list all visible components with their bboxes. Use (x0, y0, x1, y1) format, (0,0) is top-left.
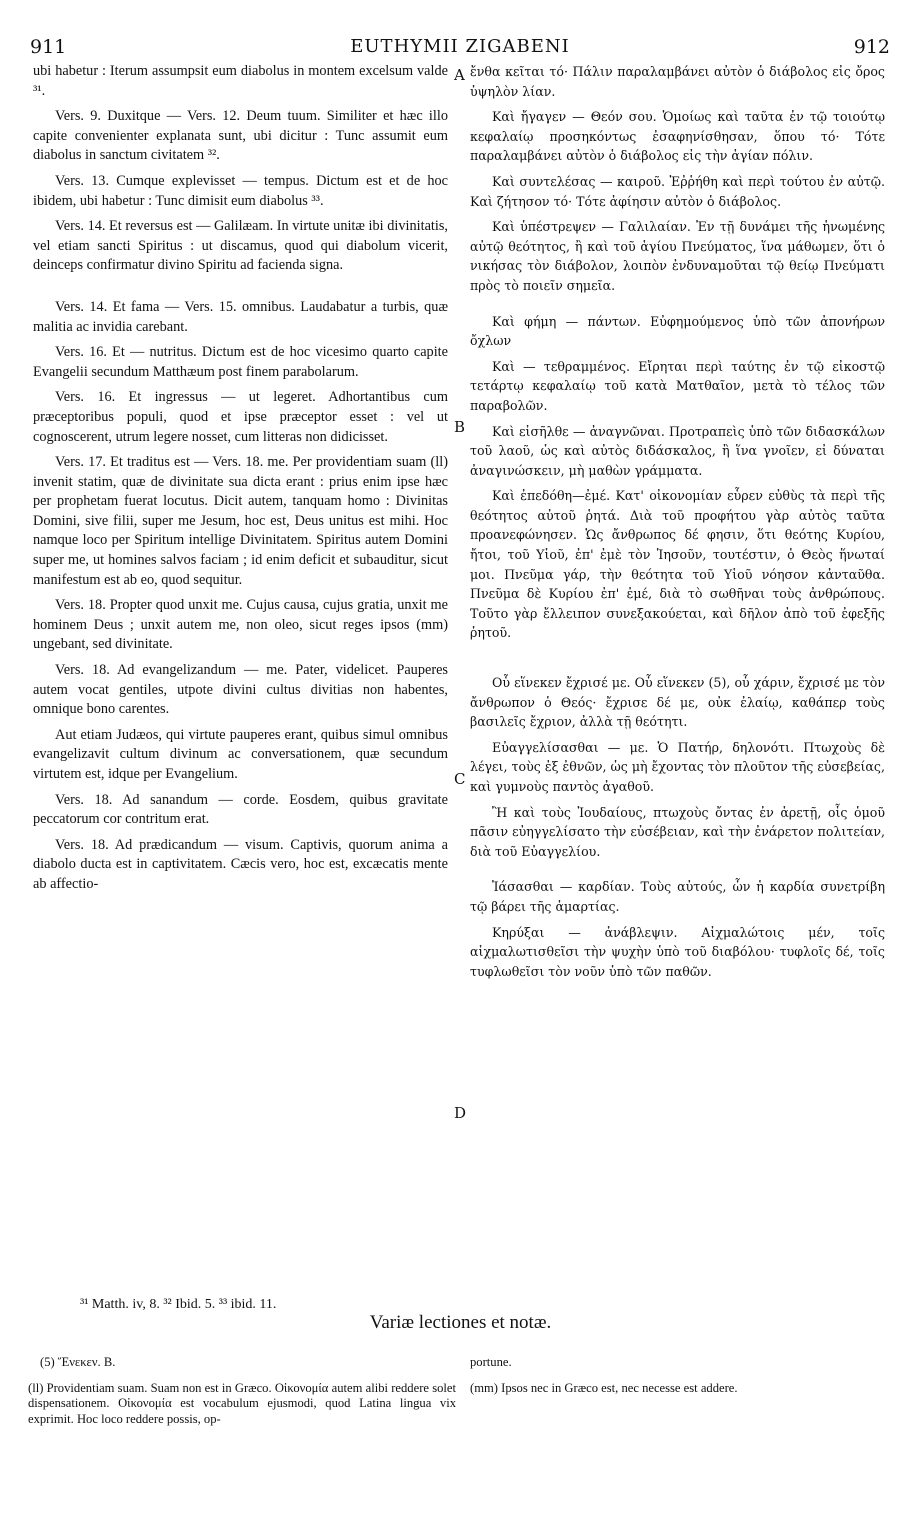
page-number-right: 912 (853, 36, 890, 58)
greek-paragraph: Ἢ καὶ τοὺς Ἰουδαίους, πτωχοὺς ὄντας ἐν ἀρετῇ, οἷς ὁμοῦ πᾶσιν εὐηγγελίσατο τὴν εὐσέβειαν, καὶ τὴν ἐνάρετον πολιτείαν, διὰ τοῦ Εὐαγγελίου. (470, 804, 885, 859)
latin-paragraph: Vers. 18. Ad sanandum — corde. Eosdem, quibus gravitate peccatorum cor contritum erat. (33, 791, 448, 828)
latin-paragraph: Vers. 18. Ad prædicandum — visum. Captivis, quorum anima a diabolo ducta est in captivitatem. Cæcis vero, hoc est, excæcatis mente ab affectio- (33, 836, 448, 892)
greek-paragraph: Καὶ συντελέσας — καιροῦ. Ἐῤῥήθη καὶ περὶ τούτου ἐν αὐτῷ. Καὶ ζήτησον τό· Τότε ἀφίησιν αὐτὸν ὁ διάβολος. (470, 173, 885, 209)
margin-marker-c: C (454, 770, 466, 788)
note-entry: (5) Ἕνεκεν. B. (40, 1355, 116, 1369)
running-title: EUTHYMII ZIGABENI (350, 36, 570, 57)
margin-marker-a: A (454, 66, 465, 84)
greek-paragraph: Κηρύξαι — ἀνάβλεψιν. Αἰχμαλώτοις μέν, τοῖς αἰχμαλωτισθεῖσι τὴν ψυχὴν ὑπὸ τοῦ διαβόλου· τυφλοῖς δέ, τοῖς τυφλωθεῖσι τὸν νοῦν ὑπὸ τῶν παθῶν. (470, 924, 885, 979)
latin-paragraph: Vers. 18. Ad evangelizandum — me. Pater, videlicet. Pauperes autem vocat gentiles, utpote divini cultus divitias non habentes, omnique bono carentes. (33, 662, 448, 718)
greek-paragraph: Εὐαγγελίσασθαι — με. Ὁ Πατήρ, δηλονότι. Πτωχοὺς δὲ λέγει, τοὺς ἐξ ἐθνῶν, ὡς μὴ ἔχοντας τὸν πλοῦτον τῆς εὐσεβείας, καὶ γυμνοὺς παντὸς ἀγαθοῦ. (470, 739, 885, 794)
greek-paragraph: Οὗ εἵνεκεν ἔχρισέ με. Οὗ εἵνεκεν (5), οὗ χάριν, ἔχρισέ με τὸν ἄνθρωπον ὁ Θεός· ἔχρισε δέ με, οὐκ ἐλαίῳ, καθάπερ τοὺς βασιλεῖς ἔχριον, ἀλλὰ τῇ θεότητι. (470, 675, 885, 730)
greek-paragraph: Ἰάσασθαι — καρδίαν. Τοὺς αὐτούς, ὧν ἡ καρδία συνετρίβη τῷ βάρει τῆς ἁμαρτίας. (470, 879, 885, 914)
notes-left-column (28, 1355, 456, 1437)
latin-paragraph: Vers. 14. Et fama — Vers. 15. omnibus. Laudabatur a turbis, quæ malitia ac invidia carebant. (33, 298, 448, 335)
note-entry: (mm) Ipsos nec in Græco est, nec necesse est addere. (470, 1380, 738, 1395)
latin-paragraph: Vers. 14. Et reversus est — Galilæam. In virtute unitæ ibi divinitatis, vel etiam sancti Spiritus : ut discamus, quod qui diabolum vicerit, deinceps confirmatur divino Spiritu ad facienda signa. (33, 218, 448, 274)
greek-column (470, 62, 885, 987)
note-entry: portune. (470, 1355, 512, 1369)
greek-paragraph: Καὶ φήμη — πάντων. Εὐφημούμενος ὑπὸ τῶν ἀπονήρων ὄχλων (470, 313, 885, 349)
running-header (30, 36, 890, 60)
footnote-references: ³¹ Matth. iv, 8. ³² Ibid. 5. ³³ ibid. 11. (80, 1297, 277, 1312)
greek-paragraph: Καὶ — τεθραμμένος. Εἴρηται περὶ ταύτης ἐν τῷ εἰκοστῷ τετάρτῳ κεφαλαίῳ τοῦ κατὰ Ματθαῖον, μετὰ τὸ τέλος τῶν παραβολῶν. (470, 358, 885, 413)
note-entry: (ll) Providentiam suam. Suam non est in Græco. Οἰκονομία autem alibi reddere solet dispensationem. Οἰκονομία est vocabulum ejusmodi, quod Latina lingua vix exprimit. Hoc loco reddere possis, op- (28, 1380, 456, 1426)
notes-title: Variæ lectiones et notæ. (369, 1312, 552, 1333)
latin-paragraph: Vers. 13. Cumque explevisset — tempus. Dictum est et de hoc ibidem, ubi habetur : Tunc dimisit eum diabolus ³³. (33, 172, 448, 209)
latin-paragraph: Vers. 9. Duxitque — Vers. 12. Deum tuum. Similiter et hæc illo capite convenienter explanata sunt, ubi dicitur : Tunc assumit eum diabolus in sanctum civitatem ³². (33, 108, 448, 164)
greek-paragraph: Καὶ ἤγαγεν — Θεόν σου. Ὁμοίως καὶ ταῦτα ἐν τῷ τοιούτῳ κεφαλαίῳ προσηκόντως ἐσαφηνίσθησαν, ὅπου τό· Τότε παραλαμβάνει αὐτὸν ὁ διάβολος εἰς τὴν ἁγίαν πόλιν. (470, 109, 885, 164)
margin-marker-b: B (454, 418, 466, 436)
notes-right-column (470, 1355, 885, 1406)
latin-paragraph: Vers. 16. Et ingressus — ut legeret. Adhortantibus cum præceptoribus populi, quod et ipse præceptor esset : vel ut cognoscerent, utrum legere nosset, cum litteras non didicisset. (33, 389, 448, 445)
page-number-left: 911 (30, 36, 67, 58)
latin-paragraph: ubi habetur : Iterum assumpsit eum diabolus in montem excelsum valde ³¹. (33, 63, 448, 99)
latin-paragraph: Vers. 17. Et traditus est — Vers. 18. me. Per providentiam suam (ll) invenit statim, quæ de divinitate sua dicta erant : prius enim ipse hæc per prophetam fuerat locutus. Dicit autem, tanquam homo : Divinitas Domini, sive filii, super me Jesum, hoc est, Deus unitus est mihi. Hoc namque loco per Spiritum intellige Divinitatem. Spiritus autem Domini super me, ut homines salvos faciam ; id enim deficit et subauditur, sicut manifestum est ab eo, quod sequitur. (33, 454, 448, 588)
greek-paragraph: Καὶ ὑπέστρεψεν — Γαλιλαίαν. Ἐν τῇ δυνάμει τῆς ἡνωμένης αὐτῷ θεότητος, ἢ καὶ τοῦ ἁγίου Πνεύματος, ἵνα μάθωμεν, ὅτι ὁ νικήσας τὸν διάβολον, λοιπὸν ἐνδυναμοῦται τῷ θείῳ Πνεύματι πρὸς τὸ ποιεῖν σημεῖα. (470, 219, 885, 293)
greek-paragraph: ἔνθα κεῖται τό· Πάλιν παραλαμβάνει αὐτὸν ὁ διάβολος εἰς ὄρος ὑψηλὸν λίαν. (470, 64, 885, 99)
greek-paragraph: Καὶ εἰσῆλθε — ἀναγνῶναι. Προτραπεὶς ὑπὸ τῶν διδασκάλων τοῦ λαοῦ, ὡς καὶ αὐτὸς διδάσκαλος, ἢ ἵνα γνοῖεν, εἰ δύναται ἀναγινώσκειν, μὴ μαθὼν γράμματα. (470, 423, 885, 478)
margin-marker-d: D (454, 1104, 467, 1122)
latin-paragraph: Aut etiam Judæos, qui virtute pauperes erant, quibus simul omnibus evangelizavit cultum divinum ac conversationem, quæ secundum virtutem est, idque per Evangelium. (33, 726, 448, 782)
latin-column (33, 62, 448, 901)
greek-paragraph: Καὶ ἐπεδόθη—ἐμέ. Κατ' οἰκονομίαν εὗρεν εὐθὺς τὰ περὶ τῆς θεότητος αὐτοῦ ῥητά. Διὰ τοῦ προφήτου γὰρ αὐτὸς ταῦτα προανεφώνησεν. Ὡς ἄνθρωπος δέ φησιν, ὅτι θεότης Κυρίου, ἤτοι, τοῦ Υἱοῦ, ἐπ' ἐμὲ τὸν Ἰησοῦν, τουτέστιν, ὁ Θεὸς ἥνωταί μοι. Πνεῦμα γάρ, τὴν θεότητα τοῦ Υἱοῦ νόησον κἀνταῦθα. Πνεῦμα δὲ Κυρίου ἐπ' ἐμέ, διὰ τὸ σωθῆναι τοὺς ἀνθρώπους. Τοῦτο γὰρ ἔλλειπον συνεξακούεται, καὶ δῆλον ἀπὸ τοῦ ἐφεξῆς ῥητοῦ. (470, 488, 885, 641)
latin-paragraph: Vers. 18. Propter quod unxit me. Cujus causa, cujus gratia, unxit me hominem Deus ; unxit autem me, non oleo, sicut reges ipsos (mm) ungebant, sed divinitate. (33, 597, 448, 653)
latin-paragraph: Vers. 16. Et — nutritus. Dictum est de hoc vicesimo quarto capite Evangelii secundum Matthæum post finem parabolarum. (33, 344, 448, 380)
